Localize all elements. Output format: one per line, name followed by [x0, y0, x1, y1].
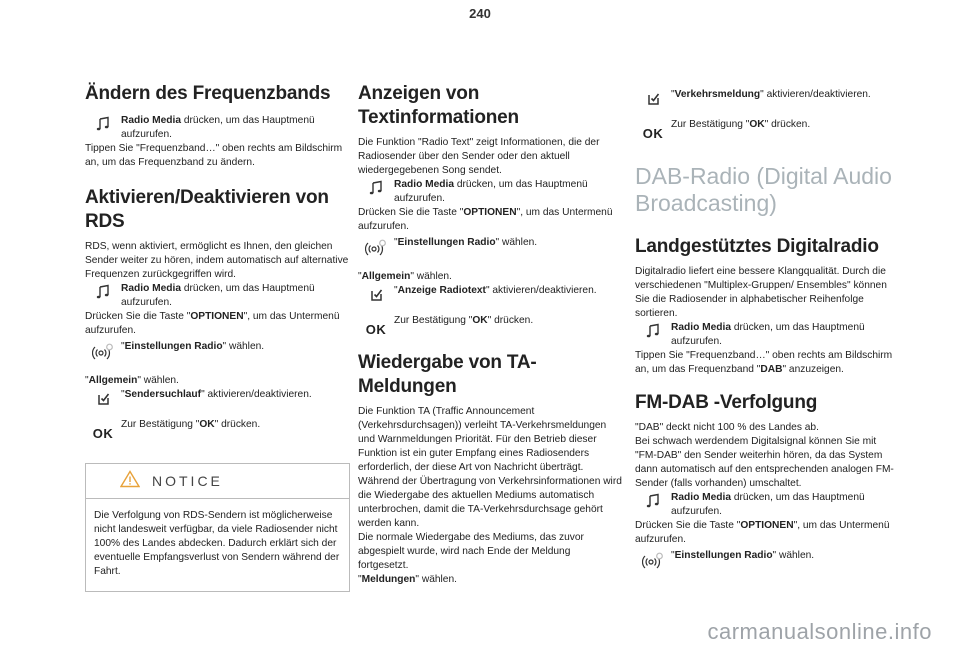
watermark[interactable]: carmanualsonline.info — [707, 619, 932, 644]
paragraph: Die Funktion "Radio Text" zeigt Informationen, die der Radiosender über den Sender oder den aktuell wiedergegebenen Song sendet. — [358, 137, 600, 176]
text-run: Drücken Sie die Taste " — [635, 520, 741, 531]
text-run: " — [358, 271, 362, 282]
text-run: " aktivieren/deaktivieren. — [760, 89, 871, 100]
text-run: " — [671, 550, 675, 561]
bold-text: Einstellungen Radio — [397, 237, 496, 248]
step-text — [121, 388, 312, 402]
heading-line: Aktivieren/Deaktivieren von — [85, 187, 329, 208]
heading-frequency-band: Ändern des Frequenzbands — [85, 83, 331, 104]
page-number: 240 — [469, 6, 491, 21]
text-run: " — [121, 389, 125, 400]
text-run: drücken, um das Hauptmenü aufzurufen. — [121, 283, 315, 308]
heading-line: Textinformationen — [358, 107, 519, 128]
step-radio-media — [85, 114, 350, 142]
step-radio-media — [85, 282, 350, 310]
radio-settings-icon — [635, 549, 671, 571]
bold-text: Einstellungen Radio — [124, 341, 223, 352]
bold-text: OK — [199, 419, 215, 430]
step-ok — [85, 418, 350, 441]
checkbox-icon — [85, 388, 121, 406]
checkbox-icon — [635, 88, 671, 106]
heading-line: RDS — [85, 211, 125, 232]
step-toggle — [358, 284, 623, 302]
paragraph: Die normale Wiedergabe des Mediums, das zuvor abgespielt wurde, wird nach Ende der Meldung fortgesetzt. — [358, 532, 584, 571]
paragraph: "DAB" deckt nicht 100 % des Landes ab. — [635, 422, 819, 433]
text-run: drücken, um das Hauptmenü aufzurufen. — [671, 492, 865, 517]
step-text — [394, 314, 533, 328]
paragraph: Digitalradio liefert eine bessere Klangqualität. Durch die verschiedenen "Multiplex-Gruppen/ Ensembles" können Sie die Radiosender in alphabetischer Reihenfolge sortieren. — [635, 266, 887, 319]
radio-settings-icon — [85, 340, 121, 362]
text-run: " — [358, 574, 362, 585]
text-run: Drücken Sie die Taste " — [85, 311, 191, 322]
step-toggle — [635, 88, 900, 106]
bold-text: OPTIONEN — [190, 311, 244, 322]
notice-title: NOTICE — [152, 473, 223, 489]
ok-label: OK — [365, 322, 387, 337]
heading-rds — [85, 186, 350, 234]
text-run: drücken, um das Hauptmenü aufzurufen. — [121, 115, 315, 140]
step-settings — [358, 236, 623, 258]
text-run: " aktivieren/deaktivieren. — [201, 389, 312, 400]
text-run: Zur Bestätigung " — [671, 119, 750, 130]
paragraph: Bei schwach werdendem Digitalsignal können Sie mit "FM-DAB" den Sender weiterhin hören, da das System dann automatisch auf den entsprechenden analogen FM-Sender (falls vorhanden) umschaltet. — [635, 436, 894, 489]
text-run: " — [671, 89, 675, 100]
step-radio-media — [635, 321, 900, 349]
text-run: " wählen. — [222, 341, 265, 352]
step-text — [121, 418, 260, 432]
step-text — [671, 491, 900, 519]
text-run: ", um das Untermenü aufzurufen. — [358, 207, 613, 232]
paragraph — [358, 573, 623, 587]
text-run: " — [121, 341, 125, 352]
heading-line: Broadcasting) — [635, 190, 777, 216]
text-run: " wählen. — [137, 375, 179, 386]
text-run: Drücken Sie die Taste " — [358, 207, 464, 218]
warning-triangle-icon — [120, 470, 140, 493]
text-run: drücken, um das Hauptmenü aufzurufen. — [671, 322, 865, 347]
bold-text: Radio Media — [671, 492, 732, 503]
text-run: drücken, um das Hauptmenü aufzurufen. — [394, 179, 588, 204]
heading-terrestrial-digital: Landgestütztes Digitalradio — [635, 236, 879, 257]
bold-text: Radio Media — [121, 115, 182, 126]
heading-line: Anzeigen von — [358, 83, 480, 104]
text-run: Tippen Sie "Frequenzband…" oben rechts am Bildschirm an, um das Frequenzband " — [635, 350, 893, 375]
text-run: Zur Bestätigung " — [394, 315, 473, 326]
column-3 — [635, 88, 900, 571]
bold-text: DAB — [760, 364, 783, 375]
bold-text: Meldungen — [361, 574, 416, 585]
checkbox-icon — [358, 284, 394, 302]
heading-ta: Wiedergabe von TA-Meldungen — [358, 352, 537, 397]
step-radio-media — [358, 178, 623, 206]
bold-text: Radio Media — [394, 179, 455, 190]
bold-text: Radio Media — [671, 322, 732, 333]
text-run: " wählen. — [772, 550, 815, 561]
text-run: " drücken. — [764, 119, 811, 130]
ok-icon — [85, 418, 121, 441]
bold-text: Allgemein — [88, 375, 138, 386]
text-run: " wählen. — [415, 574, 457, 585]
step-text — [394, 236, 537, 250]
radio-settings-icon — [358, 236, 394, 258]
step-settings — [85, 340, 350, 362]
notice-text: Die Verfolgung von RDS-Sendern ist möglicherweise nicht landesweit verfügbar, da viele Radiosender nicht 100% des Landes abdecken. Dadurch erklärt sich der eventuelle Empfangsverlust von Sendern während der Fahrt. — [94, 510, 340, 577]
paragraph — [85, 374, 350, 388]
ok-icon — [358, 314, 394, 337]
notice-header — [86, 464, 349, 499]
step-text — [121, 282, 350, 310]
step-text — [394, 284, 597, 298]
heading-dab-radio — [635, 163, 900, 217]
column-1 — [85, 82, 350, 592]
step-text — [671, 88, 871, 102]
text-run: " — [85, 375, 89, 386]
music-note-icon — [635, 321, 671, 339]
paragraph: Tippen Sie "Frequenzband…" oben rechts am Bildschirm an, um das Frequenzband zu ändern. — [85, 143, 343, 168]
text-run: " drücken. — [487, 315, 534, 326]
bold-text: OK — [472, 315, 488, 326]
text-run: ", um das Untermenü aufzurufen. — [85, 311, 340, 336]
text-run: " wählen. — [495, 237, 538, 248]
notice-box — [85, 463, 350, 592]
bold-text: OPTIONEN — [740, 520, 794, 531]
step-toggle — [85, 388, 350, 406]
step-settings — [635, 549, 900, 571]
text-run: " drücken. — [214, 419, 261, 430]
music-note-icon — [85, 282, 121, 300]
text-run: " aktivieren/deaktivieren. — [485, 285, 597, 296]
ok-label: OK — [642, 126, 664, 141]
step-radio-media — [635, 491, 900, 519]
bold-text: OK — [749, 119, 765, 130]
step-text — [671, 118, 810, 132]
paragraph — [635, 519, 900, 547]
bold-text: Verkehrsmeldung — [674, 89, 761, 100]
text-run: " wählen. — [410, 271, 452, 282]
step-text — [671, 321, 900, 349]
step-text — [671, 549, 814, 563]
bold-text: Einstellungen Radio — [674, 550, 773, 561]
bold-text: Radio Media — [121, 283, 182, 294]
step-text — [121, 114, 350, 142]
step-ok — [358, 314, 623, 337]
text-run: " — [394, 285, 398, 296]
step-text — [121, 340, 264, 354]
step-ok — [635, 118, 900, 141]
ok-icon — [635, 118, 671, 141]
ok-label: OK — [92, 426, 114, 441]
step-text — [394, 178, 623, 206]
paragraph — [358, 206, 623, 234]
paragraph — [358, 270, 623, 284]
bold-text: Anzeige Radiotext — [397, 285, 486, 296]
bold-text: Allgemein — [361, 271, 411, 282]
text-run: " anzuzeigen. — [782, 364, 844, 375]
text-run: Zur Bestätigung " — [121, 419, 200, 430]
paragraph — [635, 349, 900, 377]
paragraph: RDS, wenn aktiviert, ermöglicht es Ihnen, den gleichen Sender weiter zu hören, indem automatisch auf alternative Frequenzen zurückgegriffen wird. — [85, 241, 349, 280]
text-run: " — [394, 237, 398, 248]
column-2 — [358, 82, 623, 587]
music-note-icon — [358, 178, 394, 196]
paragraph: Die Funktion TA (Traffic Announcement (Verkehrsdurchsagen)) verleiht TA-Verkehrsmeldungen und Warnmeldungen Priorität. Für den Betrieb dieser Funktion ist ein guter Empfang eines Radiosenders erforderlich, der diese Art von Nachricht überträgt. Während der Übertragung von Verkehrsinformationen wird die Wiedergabe des aktuellen Mediums automatisch unterbrochen, damit die TA-Verkehrsdurchsage gehört werden kann. — [358, 406, 622, 529]
bold-text: Sendersuchlauf — [124, 389, 202, 400]
text-run: ", um das Untermenü aufzurufen. — [635, 520, 890, 545]
music-note-icon — [635, 491, 671, 509]
bold-text: OPTIONEN — [463, 207, 517, 218]
music-note-icon — [85, 114, 121, 132]
heading-text-info — [358, 82, 623, 130]
paragraph — [85, 310, 350, 338]
heading-line: DAB-Radio (Digital Audio — [635, 163, 892, 189]
heading-fm-dab: FM-DAB -Verfolgung — [635, 392, 818, 413]
